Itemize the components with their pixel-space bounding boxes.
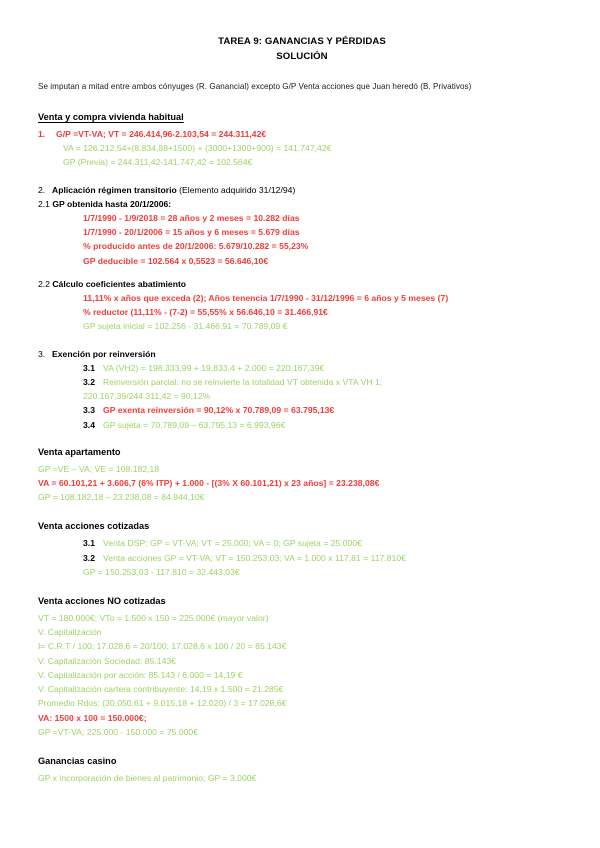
list-item [83,375,566,389]
subsection-number: 3.2 [83,552,96,563]
section-casino [38,754,566,785]
detail-line: GP =VT-VA; 225.000 - 150.000 = 75.000€ [38,726,199,737]
list-item [38,347,566,361]
section-heading-acciones-cotizadas: Venta acciones cotizadas [38,521,150,532]
list-item [83,403,566,417]
item-text-bold: Aplicación régimen transitorio [52,184,177,195]
detail-line: % producido antes de 20/1/2006: 5.679/10.282 = 55,23% [83,241,309,252]
detail-line: GP = 108.182,18 – 23.238,08 = 84.944,10€ [38,492,205,503]
detail-line: GP sujeta = 70.789,09 – 63.795,13 = 6.993,96€ [103,419,286,430]
subsection-number: 2.2 [38,278,50,289]
detail-line: VT = 180.000€; VTo = 1.500 x 150 = 225.000€ (mayor valor) [38,613,269,624]
detail-line: V. Capitalización por acción: 85.143 / 6.000 = 14,19 € [38,669,243,680]
section-vivienda [38,110,566,432]
section-heading-casino: Ganancias casino [38,755,117,766]
subsection-number: 3.4 [83,419,96,430]
detail-line: GP sujeta inicial = 102.256 - 31.466,91 = 70.789,09 € [83,321,288,332]
list-item [38,183,566,197]
list-item [83,361,566,375]
detail-line: 1/7/1990 - 20/1/2006 = 15 años y 6 meses = 5.679 días [83,227,300,238]
item-marker: 2. [38,184,46,195]
item-marker: 1. [38,129,46,139]
item-marker: 3. [38,348,46,359]
section-heading-vivienda: Venta y compra vivienda habitual [38,112,184,122]
subsection-title: GP obtenida hasta 20/1/2006: [52,198,172,209]
detail-line: Promedio Rdos: (30.050,61 + 9.015,18 + 12.020) / 3 = 17.028,6€ [38,698,287,709]
list-item [38,127,566,141]
item-subline: VA = 126.212,54+(8.834,88+1500) + (3000+1300+900) = 141.747,42€ [63,143,332,154]
subsection-heading-22 [38,277,566,291]
page-subtitle: SOLUCIÓN [276,51,328,62]
list-item [83,536,566,550]
item-text [52,183,566,197]
detail-line: Reinversión parcial: no se reinvierte la totalidad VT obtenida x VTA VH 1; [103,377,383,388]
section-heading-acciones-no-cotizadas: Venta acciones NO cotizadas [38,596,166,607]
detail-line: Venta acciones GP = VT-VA; VT = 150.253,03; VA = 1.000 x 117,81 = 117.810€ [103,552,406,563]
section-acciones-cotizadas [38,519,566,579]
detail-line: VA (VH2) = 198.333,99 + 19.833,4 + 2.000 = 220.167,39€ [103,362,325,373]
section-acciones-no-cotizadas [38,594,566,739]
detail-line: 11,11% x años que exceda (2); Años tenencia 1/7/1990 - 31/12/1996 = 6 años y 5 meses (7) [83,293,449,304]
subsection-heading-21 [38,197,566,211]
detail-line: V. Capitalización cartera contribuyente: 14,19 x 1.500 = 21.285€ [38,684,284,695]
detail-line: 220.167,39/244.311,42 = 90,12% [83,391,211,402]
detail-line: V. Capitalización Sociedad: 85.143€ [38,655,176,666]
detail-line: VA = 60.101,21 + 3.606,7 (6% ITP) + 1.000 - [(3% X 60.101,21) x 23 años] = 23.238,08€ [38,478,380,489]
intro-paragraph: Se imputan a mitad entre ambos cónyuges (R. Ganancial) excepto G/P Venta acciones que Juan heredó (B. Privativos) [38,82,472,91]
subsection-number: 3.1 [83,362,96,373]
list-item [83,551,566,565]
item-text: Exención por reinversión [52,348,156,359]
section-apartamento [38,445,566,505]
detail-line: I= C.R.T / 100; 17.028,6 = 20/100; 17.028,6 x 100 / 20 = 85.143€ [38,641,287,652]
detail-line: GP = 150.253,03 - 117.810 = 32.443,03€ [83,566,240,577]
detail-line: GP =VE – VA; VE = 108.182,18 [38,463,160,474]
subsection-title: Cálculo coeficientes abatimiento [52,278,187,289]
detail-line: GP deducible = 102.564 x 0,5523 = 56.646,10€ [83,255,269,266]
item-text: G/P =VT-VA; VT = 246.414,96-2.103,54 = 244.311,42€ [56,129,267,139]
item-subline: GP (Previa) = 244.311,42-141.747,42 = 102.564€ [63,157,253,168]
detail-line: Venta DSP; GP = VT-VA; VT = 25.000; VA = 0; GP sujeta = 25.000€ [103,538,362,549]
detail-line: V. Capitalización [38,627,102,638]
detail-line: GP x incorporación de bienes al patrimonio; GP = 3.000€ [38,772,257,783]
subsection-number: 3.3 [83,405,96,416]
detail-line: GP exenta reinversión = 90,12% x 70.789,09 = 63.795,13€ [103,405,335,416]
page-title: TAREA 9: GANANCIAS Y PÉRDIDAS [218,36,386,47]
section-heading-apartamento: Venta apartamento [38,446,121,457]
subsection-number: 3.1 [83,538,96,549]
subsection-number: 3.2 [83,377,96,388]
detail-line: 1/7/1990 - 1/9/2018 = 28 años y 2 meses = 10.282 días [83,213,300,224]
detail-line: % reductor (11,11% - (7-2) = 55,55% x 56.646,10 = 31.466,91€ [83,307,328,318]
item-text-rest: (Elemento adquirido 31/12/94) [176,184,296,195]
detail-line: VA: 1500 x 100 = 150.000€; [38,712,147,723]
subsection-number: 2.1 [38,198,50,209]
list-item [83,418,566,432]
